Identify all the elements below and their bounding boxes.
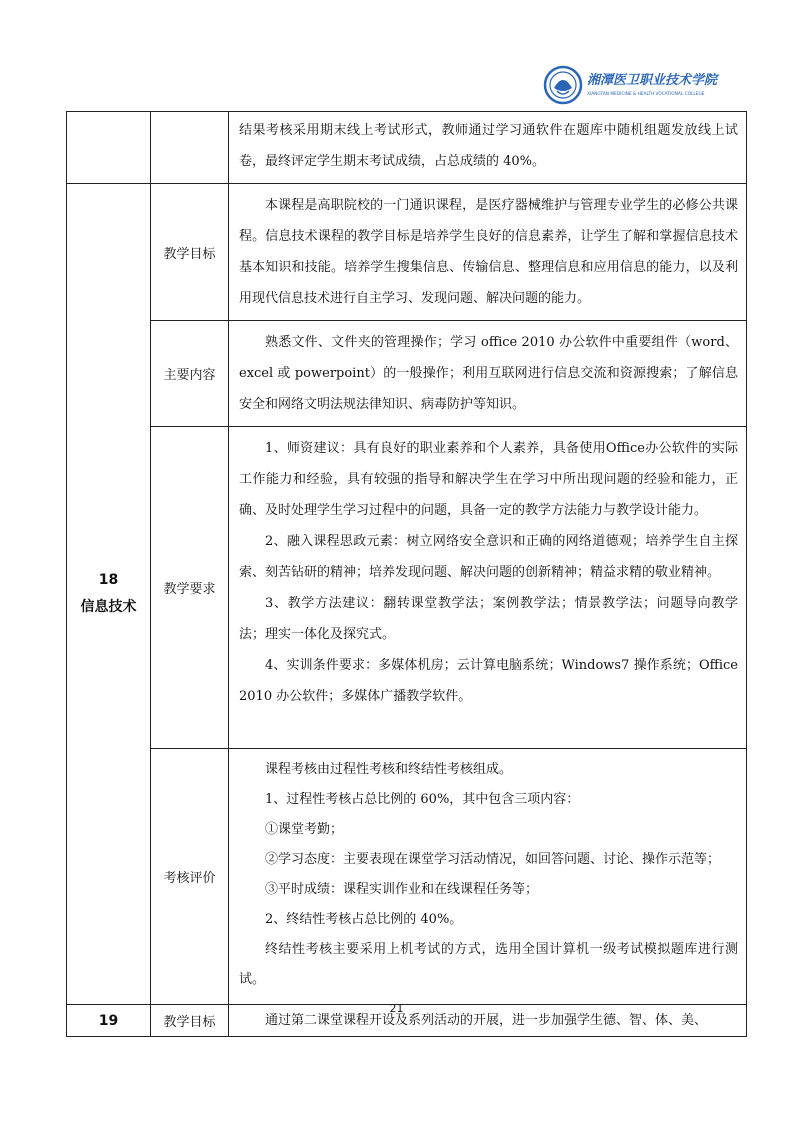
- empty-label-cell: [151, 112, 229, 184]
- row-label: 教学要求: [151, 427, 229, 749]
- row-label: 考核评价: [151, 749, 229, 1005]
- assessment-paragraph: ③平时成绩：课程实训作业和在线课程任务等；: [265, 882, 539, 897]
- row-label: 主要内容: [151, 321, 229, 427]
- table-row: [67, 749, 747, 1005]
- assessment-paragraph: ①课堂考勤；: [265, 822, 344, 837]
- empty-number-cell: [67, 112, 151, 184]
- course-number: 18: [98, 572, 119, 588]
- college-logo: [543, 64, 718, 108]
- requirement-paragraph: 4、实训条件要求：多媒体机房；云计算电脑系统；Windows7 操作系统；Office 2010 办公软件；多媒体广播教学软件。: [239, 658, 738, 704]
- main-content-cell: [229, 321, 747, 427]
- assessment-cell: [229, 749, 747, 1005]
- course-18-cell: [67, 184, 151, 1005]
- requirement-paragraph: 1、师资建议：具有良好的职业素养和个人素养，具备使用Office办公软件的实际工作能力和经验，具有较强的指导和解决学生在学习中所出现问题的经验和能力，正确、及时处理学生学习过程中的问题，具备一定的教学方法能力与教学设计能力。: [239, 441, 738, 518]
- course-name: 信息技术: [80, 599, 137, 615]
- curriculum-table: [66, 111, 747, 1037]
- assessment-paragraph: 1、过程性考核占总比例的 60%，其中包含三项内容：: [265, 792, 580, 807]
- exam-format-text: 结果考核采用期末线上考试形式，教师通过学习通软件在题库中随机组题发放线上试卷，最终评定学生期末考试成绩，占总成绩的 40%。: [239, 123, 738, 169]
- requirement-paragraph: 2、融入课程思政元素：树立网络安全意识和正确的网络道德观；培养学生自主探索、刻苦钻研的精神；培养发现问题、解决问题的创新精神；精益求精的敬业精神。: [239, 534, 738, 580]
- teaching-requirements-cell: [229, 427, 747, 749]
- assessment-paragraph: ②学习态度：主要表现在课堂学习活动情况，如回答问题、讨论、操作示范等；: [265, 852, 721, 867]
- college-emblem-icon: [543, 64, 718, 108]
- logo-cn-text: 湘潭医卫职业技术学院: [587, 73, 718, 88]
- assessment-paragraph: 2、终结性考核占总比例的 40%。: [265, 912, 463, 927]
- exam-format-cell: [229, 112, 747, 184]
- row-label: 教学目标: [151, 1005, 229, 1037]
- assessment-paragraph: 课程考核由过程性考核和终结性考核组成。: [265, 762, 513, 777]
- teaching-goal-text: 本课程是高职院校的一门通识课程，是医疗器械维护与管理专业学生的必修公共课程。信息技术课程的教学目标是培养学生良好的信息素养，让学生了解和掌握信息技术基本知识和技能。培养学生搜集信息、传输信息、整理信息和应用信息的能力，以及利用现代信息技术进行自主学习、发现问题、解决问题的能力。: [239, 198, 738, 306]
- course-19-goal-text: 通过第二课堂课程开设及系列活动的开展，进一步加强学生德、智、体、美、: [265, 1013, 708, 1028]
- table-row: [67, 427, 747, 749]
- requirement-paragraph: 3、教学方法建议：翻转课堂教学法；案例教学法；情景教学法；问题导向教学法；理实一体化及探究式。: [239, 596, 738, 642]
- row-label: 教学目标: [151, 184, 229, 321]
- assessment-paragraph: 终结性考核主要采用上机考试的方式，选用全国计算机一级考试模拟题库进行测试。: [239, 942, 738, 987]
- logo-en-text: XIANGTAN MEDICINE & HEALTH VOCATIONAL COLLEGE: [587, 92, 705, 97]
- table-row: [67, 112, 747, 184]
- course-19-number: 19: [67, 1005, 151, 1037]
- teaching-goal-cell: [229, 184, 747, 321]
- table-row: [67, 321, 747, 427]
- table-row: [67, 184, 747, 321]
- page-number: 21: [389, 1002, 404, 1015]
- main-content-text: 熟悉文件、文件夹的管理操作；学习 office 2010 办公软件中重要组件（word、excel 或 powerpoint）的一般操作；利用互联网进行信息交流和资源搜索；了解信息安全和网络文明法规法律知识、病毒防护等知识。: [239, 335, 738, 412]
